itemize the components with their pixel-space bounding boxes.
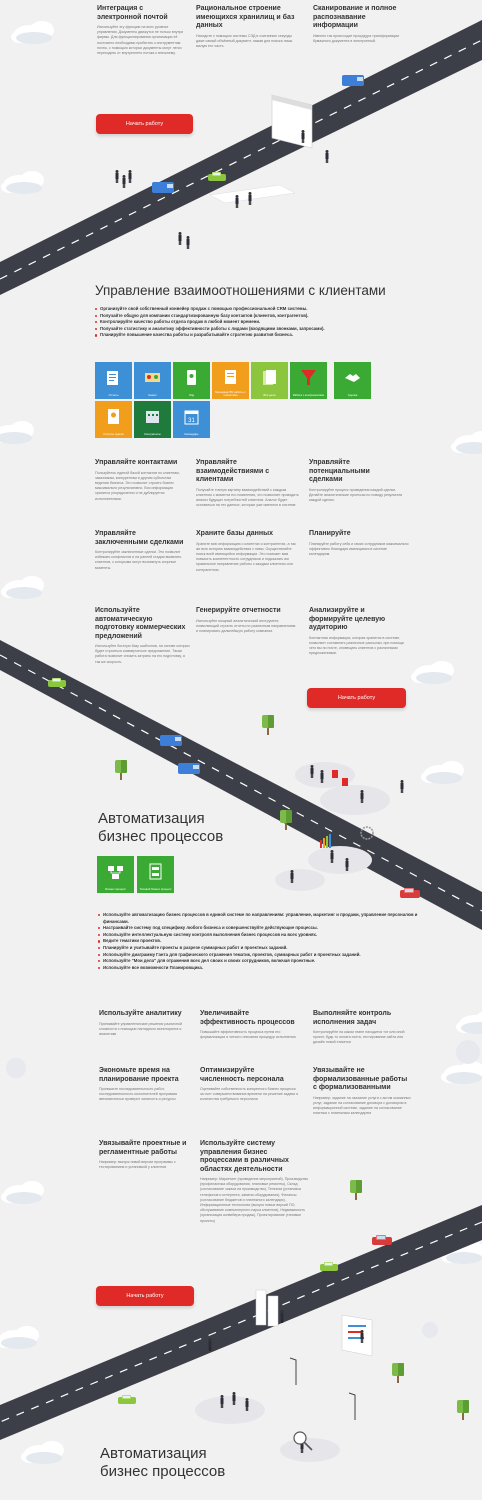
feature-text: Находите с помощью системы СЭД в считанные секунды даже самый объёмный документ, нажав для поиска лишь малую его часть.: [196, 33, 293, 48]
bullet-item: Получайте статистику и аналитику эффективности работы с лидами (входящими звонками, запросами).: [95, 326, 395, 333]
feature-contacts: [95, 459, 185, 502]
bullet-item: Организуйте свой собственный конвейер продаж с помощью профессиональной CRM системы.: [95, 306, 395, 313]
bullet-item: Используйте "Мои дела" для отражения всех дел своих и своих сотрудников, включая проектные.: [98, 958, 418, 965]
feature-closed-deals: [95, 530, 185, 571]
tile-label: Бизнес процесс: [105, 886, 126, 891]
feature-title: Управляйте контактами: [95, 459, 178, 466]
bpm-bullets: [98, 912, 418, 971]
tile-calendar[interactable]: [173, 401, 210, 438]
tile-label: Типовой бизнес процесс: [139, 886, 172, 891]
feature-text: Например: задание на оказание услуги с актом оказанных услуг, задание на согласование договора с договором в информационной системе, задание на согласование платежа с платежным календарем: [313, 1095, 411, 1116]
feature-text: Получайте точную картину взаимодействий с каждым клиентом с момента его появления, что позволяет проводить анализ будущих потребностей клиентов. Аналог будет основаться на тех данных, которые уже имеются в системе.: [196, 487, 299, 508]
feature-title: Используйте систему управления бизнес процессами в различных областях деятельности: [200, 1140, 289, 1173]
bpm-title-line: бизнес процессов: [98, 828, 224, 845]
feature-text: Пользуйтесь единой базой контактов по клиентам, заказчикам, конкурентам и другим субъектам ведения бизнеса. Это позволит строить бизнес максимально результативно. Вся информация хранится упорядоченно и не дублируется исполнителями.: [95, 470, 180, 501]
feature-text: Контролируйте на каком этапе находится тот или иной проект, будь то оплата счета, тестирование сайта или дизайн новой этикетки: [313, 1030, 405, 1045]
feature-time-saving: [99, 1067, 189, 1103]
feature-staff-optimization: [200, 1067, 300, 1103]
feature-text: Принимайте управленческие решения различной сложности с помощью наглядного мониторинга и аналитики: [99, 1021, 182, 1036]
tasks-icon: [262, 369, 277, 387]
feature-databases: [196, 530, 296, 573]
bullet-item: Используйте интеллектуальную систему контроля выполнения бизнес процессов на всех уровнях.: [98, 932, 418, 939]
feature-text: Используйте мощный аналитический инструмент, позволяющий строить отчеты по различным направлениям и планировать дальнейшую работу компании.: [196, 618, 296, 633]
feature-text: Контактная информация, которая хранится в системе, позволяет составлять различные рассылки, при помощи чего вы по почте, оповещать клиентов с различными предложениями.: [309, 635, 404, 656]
feature-interactions: [196, 459, 301, 508]
feature-text: Например: Маркетинг (проведение мероприятий), Производство (профилактика оборудования, плановые ремонты), Склад (согласование заказа на производство), Телеком (установка телефонов и интернета, замена оборудования), Финансы (согласование бюджетов и платежного календаря), Информационные технологии (выпуск новых версий ПО, обслуживание компьютерного парка клиентов), Недвижимость (организация конвейера продаж), Проектирование (типовые проекты): [200, 1177, 309, 1223]
tile-label: Работа с контрагентами: [292, 392, 325, 397]
bullet-item: Контролируйте качество работы отдела продаж в любой момент времени.: [95, 319, 395, 326]
feature-efficiency: [200, 1010, 300, 1040]
bottom-title: [100, 1445, 300, 1481]
feature-planning: [309, 530, 409, 557]
calendar-icon: [184, 408, 199, 426]
feature-text: Например: выпуск новой версии программы с тестированием и установкой у клиентов: [99, 1160, 176, 1170]
bpm-title-line: Автоматизация: [98, 810, 205, 827]
feature-text: Используйте эту функцию на всех уровнях управления. Документы движутся не только внутри фирмы. Для функционирования организации её постоянно необходимо прибегать к инструментам почты, с помощью которых документы могут легко переходить от внутреннего потока к внешнему.: [97, 25, 184, 56]
bpm-title: [98, 810, 298, 846]
feature-text: Повышайте эффективность процесса путем его формализации и четкого описания процедур исполнения: [200, 1030, 296, 1040]
lead-icon: [184, 369, 199, 387]
tile-label: Менеджер ВЧ работы с клиентами: [215, 389, 246, 397]
feature-text: Храните всю информацию о клиентах и контрагентах, а так же всю историю взаимодействия с ними. Осуществляйте поиск всей имеющейся информации. Это поможет вам повысить компетентность сотрудников и подсказать им правильное направление работы с каждым клиентом или контрагентом.: [196, 541, 296, 572]
feature-scanning: [313, 5, 411, 44]
feature-title: Управляйте потенциальными сделками: [309, 459, 370, 483]
tile-label: Статусы сделок: [103, 431, 124, 436]
feature-title: Анализируйте и формируйте целевую аудиторию: [309, 607, 386, 631]
start-work-button[interactable]: Начать работу: [96, 1286, 194, 1306]
feature-proposals: [95, 607, 190, 665]
tile-label: Канал: [148, 392, 157, 397]
tile-deal[interactable]: [334, 362, 371, 399]
feature-title: Используйте автоматическую подготовку коммерческих предложений: [95, 607, 186, 640]
feature-text: Оценивайте собственность конкретного бизнес процесса за счет совершенствования времени на решение задачи и количества требуемого персонала: [200, 1087, 299, 1102]
feature-text: Контролируйте процесс проведения каждой сделки. Делайте аналитические прогнозы по поводу результата каждой сделки.: [309, 487, 403, 502]
tile-deal-statuses[interactable]: [95, 401, 132, 438]
channel-icon: [145, 369, 160, 387]
feature-title: Генерируйте отчетности: [196, 607, 281, 614]
feature-project-regular: [99, 1140, 189, 1170]
bottom-title-line: бизнес процессов: [100, 1463, 226, 1480]
tile-all-tasks[interactable]: [251, 362, 288, 399]
tile-label: Отчеты: [108, 392, 119, 397]
bullet-item: Ведите тематики проектов.: [98, 938, 418, 945]
feature-title: Оптимизируйте численность персонала: [200, 1067, 284, 1083]
feature-storage: [196, 5, 296, 49]
feature-title: Храните базы данных: [196, 530, 274, 537]
tile-typical-process[interactable]: [137, 856, 174, 893]
feature-reports: [196, 607, 296, 634]
tile-contractors[interactable]: [134, 401, 171, 438]
status-icon: [106, 408, 121, 426]
feature-email-integration: [97, 5, 189, 56]
tile-label: Все дела: [263, 392, 276, 397]
tile-manager[interactable]: [212, 362, 249, 399]
tile-channel[interactable]: [134, 362, 171, 399]
feature-title: Управляйте заключенными сделками: [95, 530, 184, 546]
tile-business-process[interactable]: [97, 856, 134, 893]
tile-contractor-work[interactable]: [290, 362, 327, 399]
feature-text: Именно так происходит процедура трансформации бумажного документа в электронный.: [313, 33, 400, 43]
bottom-title-line: Автоматизация: [100, 1445, 207, 1462]
feature-task-control: [313, 1010, 413, 1046]
bullet-item: Планируйте и учитывайте проекты в разрезе суммарных работ и проектных заданий.: [98, 945, 418, 952]
bullet-item: Планируйте повышение качества работы и разрабатывайте стратегию развития бизнеса.: [95, 332, 395, 339]
feature-title: Увеличивайте эффективность процессов: [200, 1010, 295, 1026]
tile-label: Лид: [188, 392, 195, 397]
feature-title: Интеграция с электронной почтой: [97, 5, 168, 21]
start-work-button[interactable]: Начать работу: [307, 688, 406, 708]
feature-title: Планируйте: [309, 530, 351, 537]
crm-bullets: [95, 306, 395, 339]
bullet-item: Используйте автоматизацию бизнес процессов в единой системе по направлениям: управление, маркетинг и продажи, управление персоналом и финансами.: [98, 912, 418, 925]
feature-title: Сканирование и полное распознавание информации: [313, 5, 397, 29]
feature-title: Увязывайте не формализованные работы с формализованными: [313, 1067, 408, 1091]
tile-lead[interactable]: [173, 362, 210, 399]
tile-label: Календарь: [184, 431, 199, 436]
tile-label: Сделка: [347, 392, 358, 397]
bullet-item: Настраивайте систему под специфику любого бизнеса и совершенствуйте действующие процессы.: [98, 925, 418, 932]
bullet-item: Используйте все возможности Планировщика.: [98, 965, 418, 972]
contractors-icon: [145, 408, 160, 426]
tile-reports[interactable]: [95, 362, 132, 399]
reports-icon: [106, 369, 121, 387]
feature-title: Выполняйте контроль исполнения задач: [313, 1010, 392, 1026]
feature-title: Увязывайте проектные и регламентные работы: [99, 1140, 187, 1156]
feature-text: Пропишите последовательность работ, последовательность исполнителей программа автоматически проверит занятость и ресурсы: [99, 1087, 177, 1102]
start-work-button[interactable]: Начать работу: [96, 114, 193, 134]
svg-text:31: 31: [188, 418, 195, 424]
manager-icon: [223, 369, 238, 387]
feature-title: Рациональное строение имеющихся хранилищ и баз данных: [196, 5, 295, 29]
deal-icon: [345, 369, 360, 387]
feature-title: Используйте аналитику: [99, 1010, 182, 1017]
feature-audience: [309, 607, 409, 656]
feature-potential-deals: [309, 459, 404, 503]
feature-title: Экономьте время на планирование проекта: [99, 1067, 179, 1083]
template-process-icon: [148, 863, 163, 881]
feature-title: Управляйте взаимодействиями с клиентами: [196, 459, 270, 483]
crm-title: Управление взаимоотношениями с клиентами: [95, 283, 386, 298]
feature-analytics: [99, 1010, 189, 1037]
process-icon: [108, 863, 123, 881]
feature-text: Используйте богатую базу шаблонов, на основе которых будет строиться коммерческое предложение. Такая работа позволит снизить затраты на его подготовку, а так же скорость.: [95, 644, 190, 664]
bullet-item: Используйте диаграмму Ганта для графического отражения тематик, проектов, суммарных работ и проектных заданий.: [98, 952, 418, 959]
feature-text: Планируйте работу себя и своих сотрудников максимально эффективно благодаря имеющимся в системе календарям.: [309, 541, 409, 556]
feature-bpm-areas: [200, 1140, 310, 1224]
tile-label: Контрагенты: [144, 431, 161, 436]
funnel-icon: [301, 369, 316, 387]
feature-link-works: [313, 1067, 413, 1116]
feature-text: Контролируйте заключенные сделки. Это позволит избежать конфликтов и на ранней стадии выявлять клиентов, с которыми могут возникнуть спорные моменты.: [95, 550, 182, 570]
bullet-item: Получайте общую для компании стандартизированную базу контактов (клиентов, контрагентов).: [95, 313, 395, 320]
